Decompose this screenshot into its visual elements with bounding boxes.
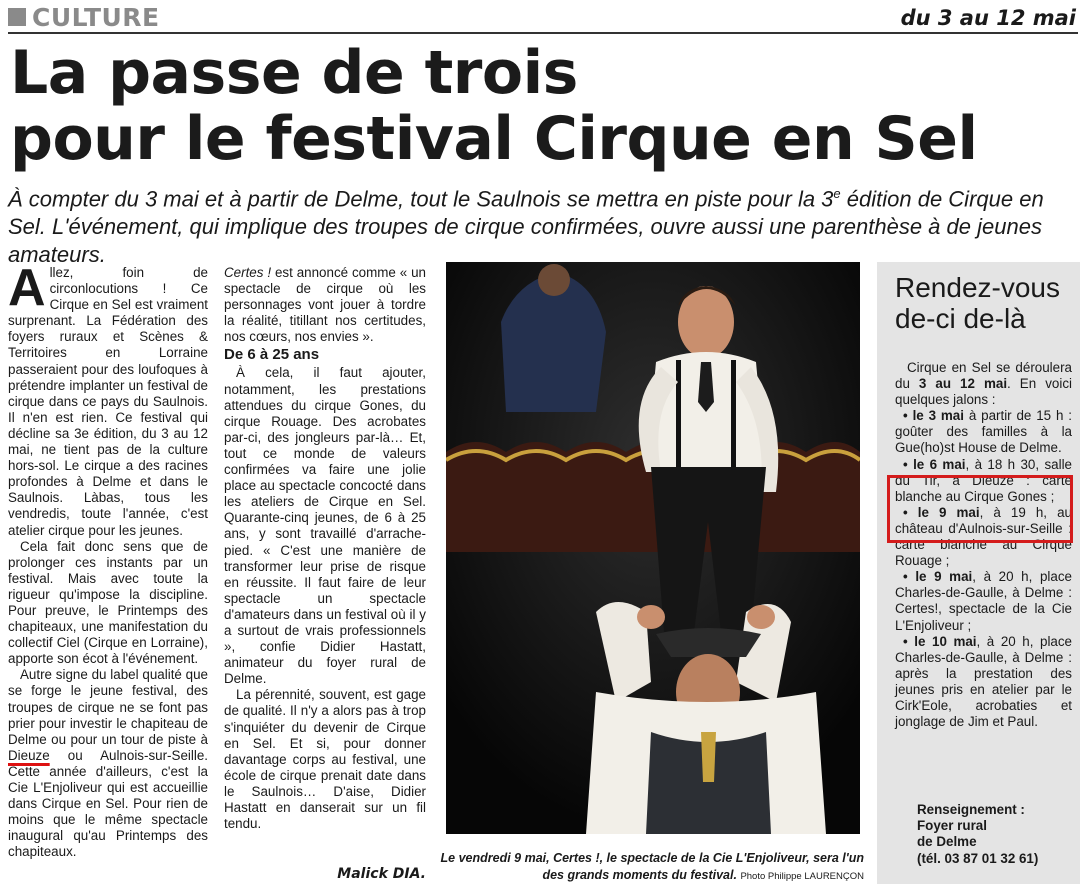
- sidebar-text: [895, 360, 1072, 730]
- rubric-square-icon: [8, 8, 26, 26]
- bullet-icon: •: [903, 569, 908, 585]
- article-paragraph-3: [8, 667, 208, 860]
- article-signature: Malick DIA.: [337, 866, 426, 882]
- sidebar-intro: [895, 360, 1072, 408]
- item-text: , à 20 h, place Charles-de-Gaulle, à Delme : Certes!, spectacle de la Cie L'Enjoliveur ;: [895, 569, 1072, 633]
- article-column-2: [224, 265, 426, 832]
- article-paragraph-5: La pérennité, souvent, est gage de qualité. Il n'y a alors pas à trop s'inquiéter du devenir de Cirque en Sel. Et si, pour donner davantage corps au festival, une école de cirque prenait date dans le Saulnois… D'aise, Didier Hastatt en danserait sur un fil tendu.: [224, 687, 426, 832]
- caption-text-b: Certes !: [553, 851, 600, 865]
- p3-text-a: Autre signe du label qualité que se forge le jeune festival, des troupes de cirque ne se font pas prier pour investir le chapiteau de Delme ou pour un tour de piste à: [8, 667, 208, 747]
- contact-label: Renseignement :: [917, 802, 1025, 817]
- item-text: , à 18 h 30, salle du Tir, à Dieuze : carte blanche au Cirque Gones ;: [895, 456, 1072, 504]
- intro-c: . En voici quelques jalons :: [895, 376, 1072, 408]
- p3-text-b: ou Aulnois-sur-Seille. Cette année d'ailleurs, c'est la Cie L'Enjoliveur qui est accueillie dans Cirque en Sel. Pour rien de moins que le même spectacle inaugural qu'au Printemps des chapiteaux.: [8, 747, 208, 860]
- caption-text-c: , le spectacle de la Cie L'Enjoliveur, sera l'un des grands moments du festival.: [542, 851, 864, 882]
- bullet-icon: •: [903, 504, 908, 520]
- highlight-box: [887, 475, 1073, 543]
- bullet-icon: •: [903, 456, 908, 472]
- chapo-sup: e: [833, 186, 841, 201]
- photo-caption: [440, 850, 864, 885]
- sidebar-title: Rendez-vous de-ci de-là: [895, 272, 1060, 334]
- bullet-icon: •: [903, 633, 908, 649]
- sidebar-item: [895, 408, 1072, 456]
- article-column-1: [8, 259, 208, 860]
- chapo: [8, 180, 1080, 269]
- header-dates: du 3 au 12 mai: [900, 6, 1076, 30]
- chapo-part-1: À compter du 3 mai et à partir de Delme, tout le Saulnois se mettra en piste pour la 3: [8, 186, 834, 212]
- circus-photo: [446, 262, 860, 834]
- caption-text-a: Le vendredi 9 mai,: [440, 851, 554, 865]
- header-rule: [8, 32, 1078, 34]
- chapo-part-2: édition de Cirque en Sel. L'événement, qui implique des troupes de cirque confirmées, ouvre aussi une parenthèse à de jeunes amateurs.: [8, 186, 1044, 268]
- item-text: à partir de 15 h : goûter des familles à la Gue(ho)st House de Delme.: [895, 408, 1072, 456]
- item-date: le 9 mai: [915, 569, 973, 585]
- article-paragraph-4: À cela, il faut ajouter, notamment, les prestations attendues du cirque Gones, du cirque Rouage. Des acrobates par-ci, des jongleurs par-là… Et, tout ce monde de valeurs confirmées va faire une jolie place au spectacle concocté dans les ateliers de Cirque en Sel. Quarante-cinq jeunes, de 6 à 25 ans, y sont travaillé d'arrache-pied. « C'est une manière de transformer leur prise de risque en réussite. Il faut faire de leur spectacle un spectacle d'amateurs dans un festival où il y a surtout de vrais professionnels », confie Didier Hastatt, animateur du foyer rural de Delme.: [224, 365, 426, 687]
- sidebar-contact: [917, 802, 1038, 867]
- acrobat-duo-illustration: [446, 262, 860, 834]
- sidebar-box: [877, 262, 1080, 884]
- dropcap: A: [8, 259, 46, 317]
- article-paragraph-1: [8, 259, 208, 539]
- headline: [10, 40, 1080, 172]
- item-date: le 10 mai: [914, 633, 977, 649]
- article-paragraph-3-cont: [224, 265, 426, 345]
- item-date: le 6 mai: [913, 456, 966, 472]
- p3-text-c: est annoncé comme « un spectacle de cirque où les personnages vont jouer à tordre la réalité, titillant nos certitudes, nos cœurs, nos envies ».: [224, 265, 426, 345]
- sidebar-item: [895, 634, 1072, 731]
- article-p1-text: llez, foin de circonlocutions ! Ce Cirque en Sel est vraiment surprenant. La Fédération des foyers ruraux et Scènes & Territoires en Lorraine passeraient pour des loufoques à prétendre implanter un festival de cirque dans ce pays du Saulnois. Il n'en est rien. Ce festival qui décline sa 3e édition, du 3 au 12 mai, ne tient pas de la culture hors-sol. Le cirque a des racines profondes à Delme et dans le Saulnois. Làbas, tous les vendredis, toute l'année, c'est atelier cirque pour les jeunes.: [8, 265, 208, 538]
- contact-phone: (tél. 03 87 01 32 61): [917, 850, 1039, 866]
- intro-a: Cirque en Sel se déroulera du: [895, 360, 1072, 392]
- item-date: le 3 mai: [912, 408, 964, 424]
- headline-line-1: La passe de trois: [10, 38, 578, 108]
- article-subhead: De 6 à 25 ans: [224, 346, 320, 364]
- item-text: , à 20 h, place Charles-de-Gaulle, à Delme : après la prestation des jeunes pris en atelier par le Cirk'Eole, acrobaties et jonglage de Jim et Paul.: [895, 633, 1073, 730]
- intro-b: 3 au 12 mai: [918, 376, 1008, 392]
- sidebar-item: [895, 569, 1072, 633]
- certes-title: Certes !: [224, 265, 272, 280]
- bullet-icon: •: [903, 408, 908, 424]
- section-label: CULTURE: [32, 2, 160, 32]
- dieuze-highlight: Dieuze: [8, 747, 50, 763]
- article-paragraph-2: Cela fait donc sens que de prolonger ces instants par un festival. Mais avec toute la rigueur qu'impose la discipline. Pour preuve, le Printemps des chapiteaux, une manifestation du collectif Ciel (Cirque en Lorraine), apporte son écot à l'événement.: [8, 538, 208, 667]
- item-text: , à 19 h, au château d'Aulnois-sur-Seille : carte blanche au Cirque Rouage ;: [895, 504, 1072, 569]
- item-date: le 9 mai: [917, 504, 980, 520]
- contact-org-2: de Delme: [917, 834, 977, 850]
- photo-credit: Photo Philippe LAURENÇON: [740, 871, 864, 882]
- contact-org-1: Foyer rural: [917, 818, 987, 834]
- headline-line-2: pour le festival Cirque en Sel: [10, 104, 978, 174]
- section-rubric: [8, 4, 160, 30]
